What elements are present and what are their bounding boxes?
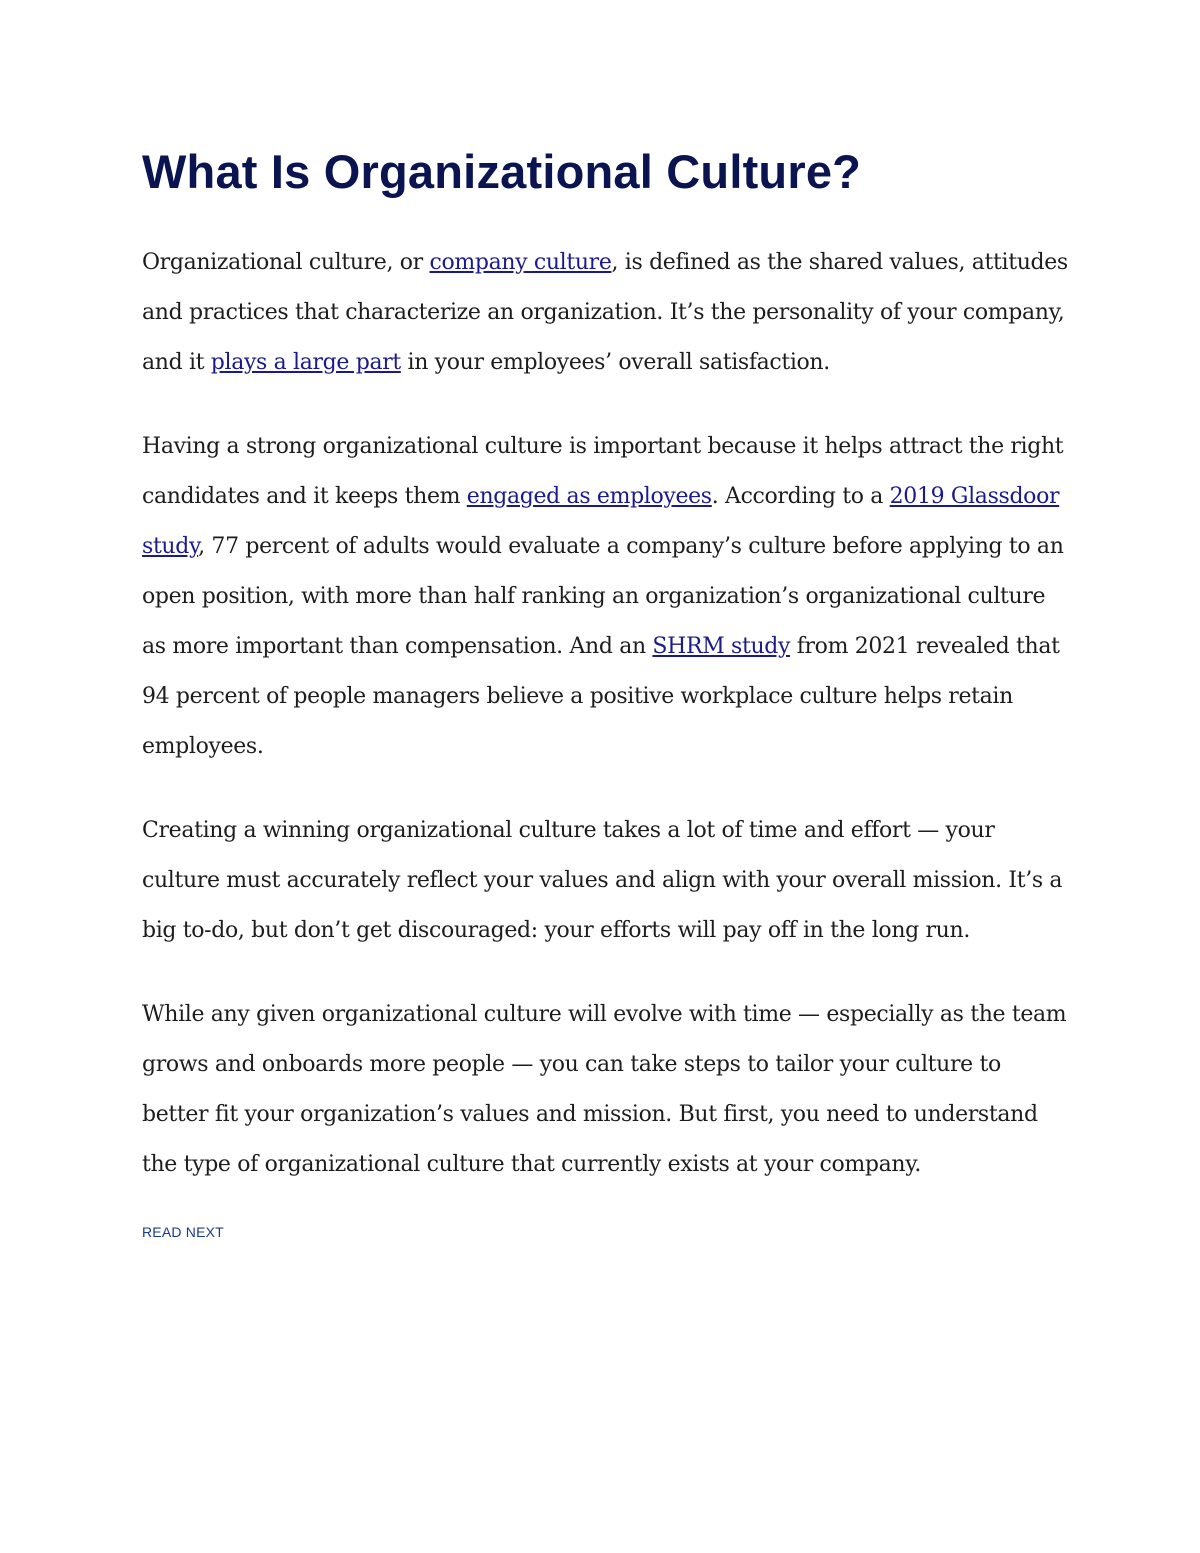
paragraph-text: from 2021 revealed that 94 percent of people managers believe a positive workplace culture helps retain employees.	[142, 634, 1060, 759]
paragraph-text: Organizational culture, or	[142, 250, 430, 275]
engaged-as-employees-link[interactable]: engaged as employees	[466, 484, 712, 509]
shrm-study-link[interactable]: SHRM study	[652, 634, 791, 659]
paragraph-creating-culture: Creating a winning organizational culture takes a lot of time and effort — your culture must accurately reflect your values and align with your overall mission. It’s a big to-do, but don’t get discouraged: your efforts will pay off in the long run.	[142, 818, 1063, 943]
paragraph-text: in your employees’ overall satisfaction.	[400, 350, 830, 375]
paragraph-importance	[142, 422, 1072, 772]
paragraph-text: , is defined as the shared values, attitudes and practices that characterize an organization. It’s the personality of your company, and it	[142, 250, 1068, 375]
company-culture-link[interactable]: company culture	[429, 250, 612, 275]
read-next-label: READ NEXT	[142, 1224, 224, 1240]
paragraph-text: . According to a	[711, 484, 890, 509]
paragraph-text: Having a strong organizational culture is important because it helps attract the right candidates and it keeps them	[142, 434, 1064, 509]
paragraph-intro	[142, 238, 1072, 388]
paragraph-evolving-culture: While any given organizational culture will evolve with time — especially as the team grows and onboards more people — you can take steps to tailor your culture to better fit your organization’s values and mission. But first, you need to understand the type of organizational culture that currently exists at your company.	[142, 1002, 1067, 1177]
article	[142, 140, 1072, 1240]
paragraph-text: , 77 percent of adults would evaluate a company’s culture before applying to an open position, with more than half ranking an organization’s organizational culture as more important than compensation. And an	[142, 534, 1064, 659]
glassdoor-study-link[interactable]: 2019 Glassdoor study	[142, 484, 1060, 559]
plays-a-large-part-link[interactable]: plays a large part	[210, 350, 401, 375]
article-title: What Is Organizational Culture?	[142, 145, 862, 198]
